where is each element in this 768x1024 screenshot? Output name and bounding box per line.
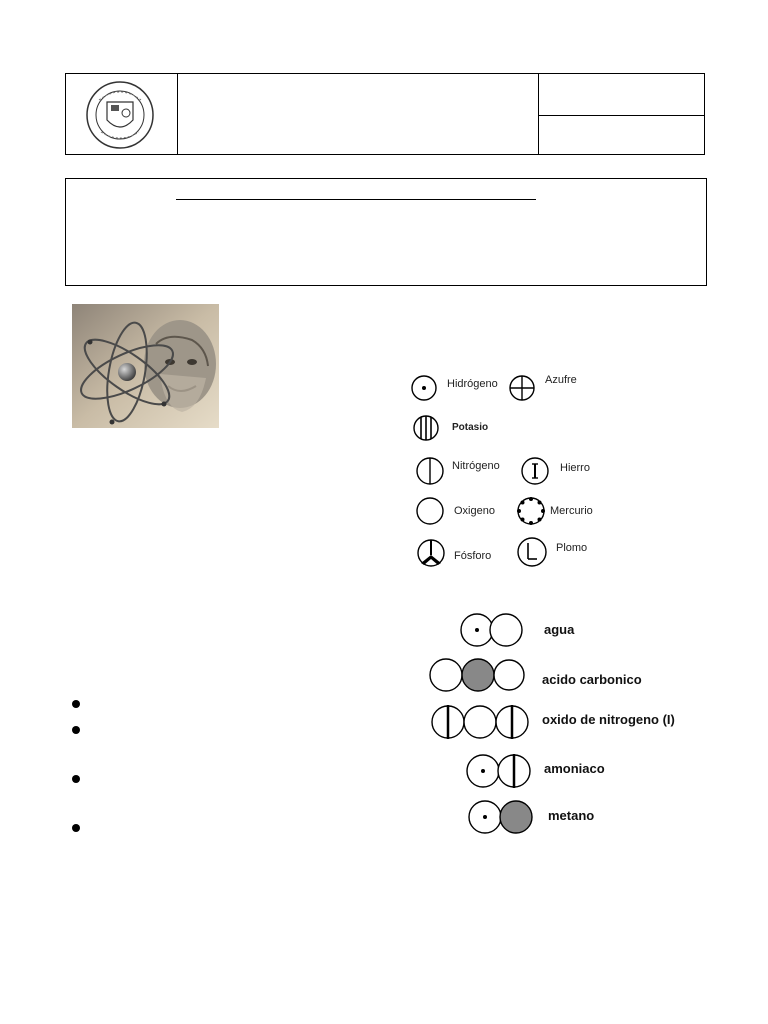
legend-label: Hidrógeno <box>447 378 498 390</box>
compound-label-acido-carbonico: acido carbonico <box>542 672 642 687</box>
fosforo-symbol-icon <box>416 538 446 568</box>
legend-label: Mercurio <box>550 505 593 517</box>
legend-item-fosforo <box>416 538 492 571</box>
compound-label-amoniaco: amoniaco <box>544 761 605 776</box>
nitrogeno-symbol-icon <box>416 456 444 486</box>
bullet-icon <box>72 775 80 783</box>
azufre-symbol-icon <box>508 374 536 402</box>
bullet-icon <box>72 824 80 832</box>
element-symbol-legend <box>410 368 640 578</box>
title-box <box>65 178 707 286</box>
amoniaco-molecule-icon <box>466 752 532 790</box>
mercurio-symbol-icon <box>516 496 546 526</box>
legend-item-hidrogeno <box>410 374 498 405</box>
oxido-de-nitrogeno-molecule-icon <box>430 702 530 742</box>
metano-molecule-icon <box>468 798 534 836</box>
legend-item-potasio <box>413 414 489 445</box>
hierro-symbol-icon <box>520 456 550 486</box>
legend-item-nitrogeno <box>416 456 500 489</box>
legend-item-mercurio <box>516 496 593 529</box>
legend-label: Nitrógeno <box>452 460 500 472</box>
legend-label: Azufre <box>545 374 577 386</box>
bullet-icon <box>72 726 80 734</box>
header-middle-cell <box>177 74 539 154</box>
legend-item-oxigeno <box>416 496 495 529</box>
legend-label: Plomo <box>556 542 588 554</box>
school-seal-icon <box>85 80 155 150</box>
legend-item-plomo <box>516 536 588 571</box>
legend-label: Potasio <box>452 422 489 433</box>
bullet-icon <box>72 700 80 708</box>
legend-label: Oxigeno <box>454 505 495 517</box>
compound-label-oxido-de-nitrogeno: oxido de nitrogeno (I) <box>542 712 675 727</box>
header-right-top-cell <box>539 74 704 116</box>
logo-cell <box>66 74 178 154</box>
plomo-symbol-icon <box>516 536 548 568</box>
atom-philosopher-image <box>72 304 219 428</box>
bullet-list <box>72 695 372 845</box>
compounds-diagram <box>428 606 708 842</box>
compound-label-agua: agua <box>544 622 575 637</box>
header-table <box>65 73 705 155</box>
hidrogeno-symbol-icon <box>410 374 438 402</box>
compound-label-metano: metano <box>548 808 595 823</box>
oxigeno-symbol-icon <box>416 496 444 526</box>
legend-label: Hierro <box>560 462 590 474</box>
legend-label: Fósforo <box>454 550 492 562</box>
header-right-bottom-cell <box>539 116 704 154</box>
title-underline <box>176 199 536 200</box>
legend-item-azufre <box>508 374 577 405</box>
acido-carbonico-molecule-icon <box>428 656 526 694</box>
agua-molecule-icon <box>460 612 524 648</box>
legend-item-hierro <box>520 456 590 489</box>
potasio-symbol-icon <box>413 414 439 442</box>
